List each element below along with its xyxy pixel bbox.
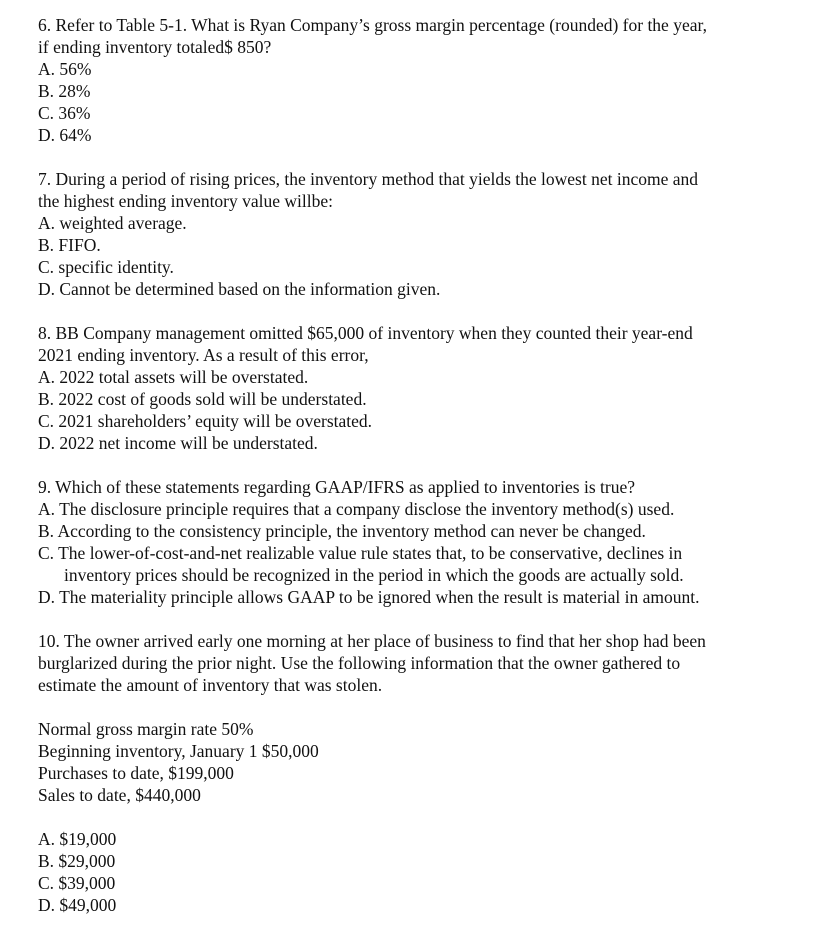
question-stem: 7. During a period of rising prices, the inventory method that yields the lowest net income and (38, 169, 698, 189)
document-page (38, 14, 798, 916)
info-line: Sales to date, $440,000 (38, 785, 201, 805)
answer-option: A. 2022 total assets will be overstated. (38, 367, 309, 387)
answer-option: A. weighted average. (38, 213, 187, 233)
info-line: Purchases to date, $199,000 (38, 763, 234, 783)
answer-option: C. The lower-of-cost-and-net realizable value rule states that, to be conservative, declines in (38, 543, 683, 563)
spacer (38, 454, 798, 476)
question-10 (38, 630, 798, 916)
question-stem: 2021 ending inventory. As a result of this error, (38, 345, 369, 365)
answer-option: A. The disclosure principle requires that a company disclose the inventory method(s) used. (38, 499, 675, 519)
info-line: Normal gross margin rate 50% (38, 719, 254, 739)
answer-option: D. 64% (38, 125, 92, 145)
answer-option: D. $49,000 (38, 895, 117, 915)
spacer (38, 806, 798, 828)
answer-option: D. The materiality principle allows GAAP to be ignored when the result is material in amount. (38, 587, 700, 607)
answer-option: C. $39,000 (38, 873, 116, 893)
answer-option: C. 2021 shareholders’ equity will be overstated. (38, 411, 373, 431)
info-line: Beginning inventory, January 1 $50,000 (38, 741, 319, 761)
answer-option: A. 56% (38, 59, 92, 79)
answer-option: C. 36% (38, 103, 91, 123)
question-stem: estimate the amount of inventory that was stolen. (38, 675, 383, 695)
answer-option: C. specific identity. (38, 257, 174, 277)
answer-option: B. 28% (38, 81, 91, 101)
question-stem: burglarized during the prior night. Use the following information that the owner gathered to (38, 653, 681, 673)
question-stem: 10. The owner arrived early one morning at her place of business to find that her shop had been (38, 631, 706, 651)
answer-option: A. $19,000 (38, 829, 117, 849)
spacer (38, 696, 798, 718)
question-6 (38, 14, 798, 146)
question-8 (38, 322, 798, 454)
answer-option: B. According to the consistency principle, the inventory method can never be changed. (38, 521, 646, 541)
answer-option: B. FIFO. (38, 235, 101, 255)
question-stem: 9. Which of these statements regarding GAAP/IFRS as applied to inventories is true? (38, 477, 635, 497)
question-7 (38, 168, 798, 300)
question-stem: if ending inventory totaled$ 850? (38, 37, 272, 57)
question-9 (38, 476, 798, 608)
answer-option: D. Cannot be determined based on the information given. (38, 279, 441, 299)
question-stem: 6. Refer to Table 5-1. What is Ryan Company’s gross margin percentage (rounded) for the year, (38, 15, 707, 35)
answer-option: B. $29,000 (38, 851, 116, 871)
spacer (38, 300, 798, 322)
answer-option-continuation: inventory prices should be recognized in the period in which the goods are actually sold. (64, 565, 684, 585)
spacer (38, 608, 798, 630)
spacer (38, 146, 798, 168)
answer-option: D. 2022 net income will be understated. (38, 433, 318, 453)
question-stem: 8. BB Company management omitted $65,000 of inventory when they counted their year-end (38, 323, 693, 343)
question-stem: the highest ending inventory value willbe: (38, 191, 334, 211)
answer-option: B. 2022 cost of goods sold will be understated. (38, 389, 367, 409)
